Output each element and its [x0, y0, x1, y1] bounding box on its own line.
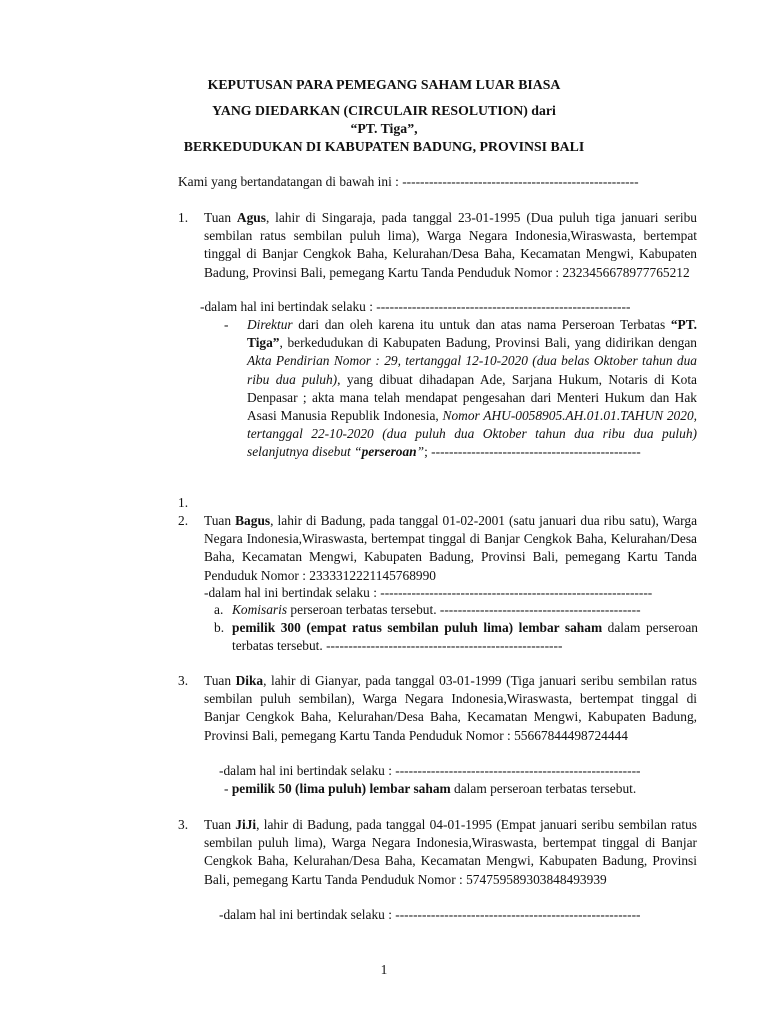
person-name: Bagus	[235, 513, 271, 528]
intro-line: Kami yang bertandatangan di bawah ini : -----------------------------------------------------	[178, 174, 639, 189]
director-role-text	[247, 317, 697, 459]
person-paragraph-jiji	[204, 816, 697, 889]
person-name: Dika	[235, 673, 264, 688]
person-paragraph-dika	[204, 672, 697, 745]
director-text-segment: perseroan	[361, 444, 417, 460]
director-text-segment: Direktur	[247, 317, 293, 332]
director-text-segment: ”	[416, 444, 425, 460]
ownership-line	[224, 780, 700, 798]
director-text-segment: dari dan oleh karena itu untuk dan atas nama Perseroan Terbatas	[292, 317, 671, 332]
item-number: 1.	[178, 210, 189, 225]
sub-item-a	[232, 601, 698, 619]
title-line-3: “PT. Tiga”,	[350, 121, 418, 136]
director-role-paragraph	[247, 316, 697, 462]
person-details: , lahir di Badung, pada tanggal 04-01-1995 (Empat januari seribu sembilan ratus sembilan puluh lima), Warga Negara Indonesia,Wiraswasta, bertempat tinggal di Banjar Cengkok Baha, Kelurahan/Desa Baha, Kecamatan Mengwi, Kabupaten Badung, Provinsi Bali, pemegang Kartu Tanda Penduduk Nomor : 574759589303848493939	[204, 817, 698, 887]
sub-item-a-text: perseroan terbatas tersebut. ---------------------------------------------	[287, 602, 641, 617]
person-paragraph-agus	[204, 209, 697, 282]
sub-item-b	[232, 619, 698, 655]
page-number: 1	[380, 962, 388, 977]
title-line-2: YANG DIEDARKAN (CIRCULAIR RESOLUTION) dari	[212, 103, 556, 118]
ownership-dash: -	[224, 781, 232, 796]
sub-dash: -	[224, 317, 229, 332]
role-commissioner: Komisaris	[232, 602, 288, 617]
share-ownership: pemilik 300 (empat ratus sembilan puluh lima) lembar saham	[232, 620, 603, 635]
person-details: , lahir di Singaraja, pada tanggal 23-01-1995 (Dua puluh tiga januari seribu sembilan ratus sembilan puluh lima), Warga Negara Indonesia,Wiraswasta, bertempat tinggal di Banjar Cengkok Baha, Kelurahan/Desa Baha, Kecamatan Mengwi, Kabupaten Badung, Provinsi Bali, pemegang Kartu Tanda Penduduk Nomor : 2323456678977765212	[204, 210, 698, 280]
title-line-1: KEPUTUSAN PARA PEMEGANG SAHAM LUAR BIASA	[207, 77, 561, 92]
person-details: , lahir di Badung, pada tanggal 01-02-2001 (satu januari dua ribu satu), Warga Negara Indonesia,Wiraswasta, bertempat tinggal di Banjar Cengkok Baha, Kelurahan/Desa Baha, Kecamatan Mengwi, Kabupaten Badung, Provinsi Bali, pemegang Kartu Tanda Penduduk Nomor : 2333312221145768990	[204, 513, 698, 583]
director-text-segment: Nomor AHU-0058905.AH.01.01.TAHUN 2020, tertanggal 22-10-2020 (dua puluh dua Oktober tahun dua ribu dua puluh) selanjutnya disebut “	[247, 408, 697, 460]
capacity-line: -dalam hal ini bertindak selaku : -------------------------------------------------------------	[204, 585, 653, 600]
item-number: 3.	[178, 817, 189, 832]
capacity-line: -dalam hal ini bertindak selaku : -------------------------------------------------------	[219, 763, 641, 778]
share-ownership: pemilik 50 (lima puluh) lembar saham	[231, 781, 451, 796]
item-number-empty: 1.	[178, 495, 189, 510]
person-prefix: Tuan	[204, 673, 236, 688]
item-number: 3.	[178, 673, 189, 688]
person-details: , lahir di Gianyar, pada tanggal 03-01-1999 (Tiga januari seribu sembilan ratus sembilan puluh sembilan), Warga Negara Indonesia,Wiraswasta, bertempat tinggal di Banjar Cengkok Baha, Kelurahan/Desa Baha, Kecamatan Mengwi, Kabupaten Badung, Provinsi Bali, pemegang Kartu Tanda Penduduk Nomor : 55667844498724444	[204, 673, 697, 743]
person-name: Agus	[236, 210, 266, 225]
sub-item-b-text: dalam perseroan terbatas tersebut. -----------------------------------------------------	[232, 620, 698, 654]
ownership-text: dalam perseroan terbatas tersebut.	[450, 781, 637, 796]
director-text-segment: ; -----------------------------------------------	[424, 444, 641, 460]
director-text-segment: Akta Pendirian Nomor : 29, tertanggal 12-10-2020 (dua belas Oktober tahun dua ribu dua puluh)	[247, 353, 697, 387]
director-text-segment: , berkedudukan di Kabupaten Badung, Provinsi Bali, yang didirikan dengan	[279, 335, 697, 351]
person-paragraph-bagus	[204, 512, 697, 585]
sub-label-b: b.	[214, 620, 225, 635]
director-text-segment: “PT. Tiga”	[247, 317, 697, 351]
person-prefix: Tuan	[204, 210, 237, 225]
person-prefix: Tuan	[204, 817, 236, 832]
capacity-line: -dalam hal ini bertindak selaku : ---------------------------------------------------------	[200, 299, 631, 314]
person-prefix: Tuan	[204, 513, 236, 528]
capacity-line: -dalam hal ini bertindak selaku : -------------------------------------------------------	[219, 907, 641, 922]
item-number: 2.	[178, 513, 189, 528]
title-line-4: BERKEDUDUKAN DI KABUPATEN BADUNG, PROVINSI BALI	[183, 139, 585, 154]
person-name: JiJi	[235, 817, 257, 832]
director-text-segment: , yang dibuat dihadapan Ade, Sarjana Hukum, Notaris di Kota Denpasar ; akta mana telah mendapat pengesahan dari Menteri Hukum dan Hak Asasi Manusia Republik Indonesia,	[247, 371, 697, 424]
sub-label-a: a.	[214, 602, 224, 617]
